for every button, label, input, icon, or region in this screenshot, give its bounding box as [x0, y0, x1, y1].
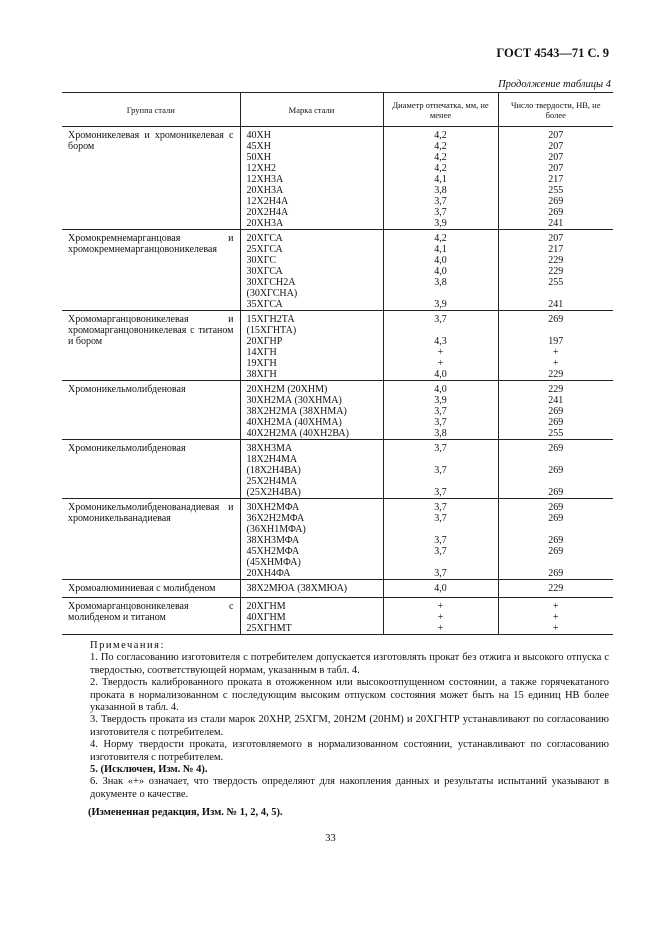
- steel-grade-value: 19ХГН: [246, 358, 277, 369]
- indent-diameter-cell: [383, 580, 498, 598]
- indent-diameter-value: +: [437, 358, 444, 369]
- steel-grade-cell: [240, 598, 383, 635]
- hardness-value: 269: [548, 196, 564, 207]
- hardness-value: 207: [548, 141, 564, 152]
- indent-diameter-value: 4,2: [434, 141, 447, 152]
- indent-diameter-value: 3,9: [434, 218, 447, 229]
- hardness-cell: [498, 311, 613, 381]
- table-group-row: [62, 580, 613, 598]
- steel-grade-value: 15ХГН2ТА: [246, 314, 295, 325]
- indent-diameter-value: 3,7: [434, 443, 447, 454]
- hardness-value: 207: [548, 233, 564, 244]
- indent-diameter-value: 4,0: [434, 255, 447, 266]
- steel-grade-cell: [240, 230, 383, 311]
- indent-diameter-cell: [383, 499, 498, 580]
- indent-diameter-value: 4,0: [434, 384, 447, 395]
- steel-grade-value: 38ХН3МА: [246, 443, 293, 454]
- indent-diameter-value: 3,7: [434, 406, 447, 417]
- table-group-row: [62, 598, 613, 635]
- indent-diameter-value: +: [437, 601, 444, 612]
- table-header-row: [62, 93, 613, 127]
- steel-grade-value: (45ХНМФА): [246, 557, 301, 568]
- hardness-value: 217: [548, 244, 564, 255]
- indent-diameter-cell: [383, 230, 498, 311]
- hardness-value: 255: [548, 185, 564, 196]
- column-header-steel-group: Группа стали: [62, 93, 240, 127]
- steel-grade-value: 40ХГНМ: [246, 612, 286, 623]
- hardness-cell: [498, 230, 613, 311]
- note-item: 6. Знак «+» означает, что твердость определяют для накопления данных и результаты испытаний указывают в документе о качестве.: [90, 776, 609, 800]
- indent-diameter-value: 3,7: [434, 502, 447, 513]
- steel-grade-value: 30ХН2МФА: [246, 502, 300, 513]
- indent-diameter-value: 3,7: [434, 314, 447, 325]
- steel-grade-value: 45ХН: [246, 141, 271, 152]
- steel-grade-value: 20ХН3А: [246, 218, 284, 229]
- hardness-value: 207: [548, 163, 564, 174]
- revision-note: (Измененная редакция, Изм. № 1, 2, 4, 5).: [88, 807, 283, 819]
- steel-grade-value: (18Х2Н4ВА): [246, 465, 301, 476]
- indent-diameter-value: 4,0: [434, 369, 447, 380]
- table-group-row: [62, 381, 613, 440]
- hardness-value: [499, 454, 614, 465]
- note-item: 4. Норму твердости проката, изготовляемого в нормализованном состоянии, устанавливают по согласованию изготовителя с потребителем.: [90, 739, 609, 763]
- indent-diameter-value: +: [437, 612, 444, 623]
- steel-grade-value: 20ХН4ФА: [246, 568, 291, 579]
- indent-diameter-value: 3,7: [434, 207, 447, 218]
- note-item: 3. Твердость проката из стали марок 20ХНР, 25ХГМ, 20Н2М (20НМ) и 20ХГНТР устанавливают по согласованию изготовителя с потребителем.: [90, 714, 609, 738]
- steel-group-cell: Хромокремнемарганцовая и хромокремнемарганцовоникелевая: [62, 230, 240, 311]
- hardness-value: 269: [548, 443, 564, 454]
- hardness-cell: [498, 127, 613, 230]
- indent-diameter-value: 3,7: [434, 568, 447, 579]
- indent-diameter-value: 4,2: [434, 130, 447, 141]
- steel-grade-cell: [240, 499, 383, 580]
- indent-diameter-value: 3,7: [434, 487, 447, 498]
- note-item: 2. Твердость калиброванного проката в отожженном или высокоотпущенном состоянии, а также горячекатаного проката в нормализованном с последующим высоким отпуском состояния может быть на 15 единиц НВ более указанной в табл. 4.: [90, 677, 609, 714]
- indent-diameter-cell: [383, 127, 498, 230]
- indent-diameter-value: 3,7: [434, 513, 447, 524]
- indent-diameter-value: 3,8: [434, 277, 447, 288]
- table-continuation-label: Продолжение таблицы 4: [498, 79, 611, 90]
- hardness-value: 269: [548, 568, 564, 579]
- table-group-row: [62, 230, 613, 311]
- hardness-value: [499, 557, 614, 568]
- hardness-value: [499, 476, 614, 487]
- indent-diameter-value: 3,8: [434, 185, 447, 196]
- steel-grade-cell: [240, 311, 383, 381]
- indent-diameter-value: 3,7: [434, 535, 447, 546]
- indent-diameter-value: [384, 325, 498, 336]
- hardness-value: +: [552, 358, 559, 369]
- hardness-value: 241: [548, 299, 564, 310]
- steel-grade-value: 14ХГН: [246, 347, 277, 358]
- steel-grade-value: 20ХН3А: [246, 185, 284, 196]
- hardness-cell: [498, 598, 613, 635]
- steel-grade-value: 40ХН2МА (40ХНМА): [246, 417, 342, 428]
- steel-grade-value: 40Х2Н2МА (40ХН2ВА): [246, 428, 349, 439]
- steel-grade-value: (36ХН1МФА): [246, 524, 306, 535]
- steel-grade-value: 50ХН: [246, 152, 271, 163]
- steel-grade-value: 12ХН2: [246, 163, 276, 174]
- indent-diameter-cell: [383, 598, 498, 635]
- steel-grade-cell: [240, 440, 383, 499]
- hardness-value: +: [552, 347, 559, 358]
- steel-grade-value: 40ХН: [246, 130, 271, 141]
- hardness-value: 269: [548, 513, 564, 524]
- indent-diameter-value: 4,0: [434, 266, 447, 277]
- indent-diameter-cell: [383, 311, 498, 381]
- indent-diameter-value: 4,1: [434, 174, 447, 185]
- page-number: 33: [325, 833, 336, 844]
- column-header-hardness: Число твердости, НВ, не более: [498, 93, 613, 127]
- indent-diameter-value: [384, 454, 498, 465]
- steel-grade-value: 30ХГСА: [246, 266, 283, 277]
- steel-grade-value: 30ХГСН2А: [246, 277, 296, 288]
- hardness-value: 269: [548, 546, 564, 557]
- steel-group-cell: Хромоникелевая и хромоникелевая с бором: [62, 127, 240, 230]
- indent-diameter-value: 4,2: [434, 233, 447, 244]
- note-item: 5. (Исключен, Изм. № 4).: [90, 764, 208, 776]
- indent-diameter-value: +: [437, 623, 444, 634]
- hardness-value: +: [552, 601, 559, 612]
- steel-group-cell: Хромоникельмолибденованадиевая и хромоникельванадиевая: [62, 499, 240, 580]
- table-body: [62, 127, 613, 635]
- hardness-value: 269: [548, 207, 564, 218]
- steel-grade-value: (30ХГСНА): [246, 288, 298, 299]
- indent-diameter-value: 3,7: [434, 196, 447, 207]
- column-header-indent-diameter: Диаметр отпечатка, мм, не менее: [383, 93, 498, 127]
- steel-grade-value: 30ХГС: [246, 255, 277, 266]
- indent-diameter-value: 3,9: [434, 395, 447, 406]
- hardness-value: +: [552, 623, 559, 634]
- column-header-steel-grade: Марка стали: [240, 93, 383, 127]
- hardness-value: 241: [548, 218, 564, 229]
- steel-group-cell: Хромоникельмолибденовая: [62, 440, 240, 499]
- steel-group-cell: Хромоалюминиевая с молибденом: [62, 580, 240, 598]
- hardness-value: 217: [548, 174, 564, 185]
- steel-grade-value: 35ХГСА: [246, 299, 283, 310]
- steel-group-cell: Хромомарганцовоникелевая и хромомарганцовоникелевая с титаном и бором: [62, 311, 240, 381]
- indent-diameter-value: +: [437, 347, 444, 358]
- notes-title: Примечания:: [90, 640, 165, 651]
- steel-grade-value: 38ХГН: [246, 369, 277, 380]
- steel-grade-value: (15ХГНТА): [246, 325, 297, 336]
- indent-diameter-value: 4,0: [434, 583, 447, 594]
- indent-diameter-cell: [383, 381, 498, 440]
- hardness-value: 229: [548, 255, 564, 266]
- hardness-value: 269: [548, 406, 564, 417]
- steel-grade-cell: [240, 381, 383, 440]
- hardness-value: 207: [548, 152, 564, 163]
- hardness-value: 229: [548, 266, 564, 277]
- steel-grade-value: 12Х2Н4А: [246, 196, 289, 207]
- steel-grade-value: 30ХН2МА (30ХНМА): [246, 395, 342, 406]
- steel-grade-value: 38ХН3МФА: [246, 535, 300, 546]
- hardness-value: 269: [548, 465, 564, 476]
- table-group-row: [62, 499, 613, 580]
- hardness-value: +: [552, 612, 559, 623]
- indent-diameter-value: 4,2: [434, 152, 447, 163]
- hardness-value: [499, 325, 614, 336]
- hardness-value: 269: [548, 487, 564, 498]
- note-item: 1. По согласованию изготовителя с потребителем допускается изготовлять прокат без отжига и высокого отпуска с твердостью, соответствующей нормам, указанным в табл. 4.: [90, 652, 609, 676]
- indent-diameter-value: 3,7: [434, 417, 447, 428]
- steel-grade-value: 25ХГНМТ: [246, 623, 292, 634]
- indent-diameter-value: 3,8: [434, 428, 447, 439]
- hardness-value: 269: [548, 314, 564, 325]
- indent-diameter-value: 3,7: [434, 546, 447, 557]
- hardness-value: 241: [548, 395, 564, 406]
- steel-grade-value: 20ХГСА: [246, 233, 283, 244]
- hardness-cell: [498, 381, 613, 440]
- steel-group-cell: Хромоникельмолибденовая: [62, 381, 240, 440]
- steel-grade-cell: [240, 127, 383, 230]
- indent-diameter-cell: [383, 440, 498, 499]
- table-group-row: [62, 311, 613, 381]
- indent-diameter-value: 3,7: [434, 465, 447, 476]
- steel-grade-value: (25Х2Н4ВА): [246, 487, 301, 498]
- hardness-cell: [498, 580, 613, 598]
- indent-diameter-value: [384, 557, 498, 568]
- steel-grade-value: 38Х2Н2МА (38ХНМА): [246, 406, 347, 417]
- steel-grade-value: 18Х2Н4МА: [246, 454, 298, 465]
- table-group-row: [62, 440, 613, 499]
- steel-grade-cell: [240, 580, 383, 598]
- steel-grade-value: 36Х2Н2МФА: [246, 513, 305, 524]
- hardness-value: 229: [548, 583, 564, 594]
- indent-diameter-value: [384, 476, 498, 487]
- notes-section: [90, 640, 609, 820]
- indent-diameter-value: [384, 288, 498, 299]
- hardness-cell: [498, 440, 613, 499]
- indent-diameter-value: 4,1: [434, 244, 447, 255]
- steel-grade-value: 45ХН2МФА: [246, 546, 300, 557]
- steel-grade-value: 20ХГНМ: [246, 601, 286, 612]
- hardness-table: [62, 92, 613, 635]
- hardness-value: [499, 288, 614, 299]
- indent-diameter-value: 4,3: [434, 336, 447, 347]
- indent-diameter-value: [384, 524, 498, 535]
- hardness-value: [499, 524, 614, 535]
- steel-group-cell: Хромомарганцовоникелевая с молибденом и титаном: [62, 598, 240, 635]
- hardness-value: 229: [548, 369, 564, 380]
- steel-grade-value: 38Х2МЮА (38ХМЮА): [246, 583, 348, 594]
- steel-grade-value: 12ХН3А: [246, 174, 284, 185]
- steel-grade-value: 25Х2Н4МА: [246, 476, 298, 487]
- hardness-value: 229: [548, 384, 564, 395]
- indent-diameter-value: 4,2: [434, 163, 447, 174]
- hardness-value: 255: [548, 277, 564, 288]
- hardness-value: 255: [548, 428, 564, 439]
- table-group-row: [62, 127, 613, 230]
- hardness-value: 269: [548, 417, 564, 428]
- steel-grade-value: 25ХГСА: [246, 244, 283, 255]
- hardness-value: 197: [548, 336, 564, 347]
- hardness-value: 269: [548, 502, 564, 513]
- steel-grade-value: 20ХГНР: [246, 336, 283, 347]
- indent-diameter-value: 3,9: [434, 299, 447, 310]
- document-header: ГОСТ 4543—71 С. 9: [496, 46, 609, 60]
- hardness-value: 207: [548, 130, 564, 141]
- steel-grade-value: 20ХН2М (20ХНМ): [246, 384, 328, 395]
- hardness-value: 269: [548, 535, 564, 546]
- steel-grade-value: 20Х2Н4А: [246, 207, 289, 218]
- hardness-cell: [498, 499, 613, 580]
